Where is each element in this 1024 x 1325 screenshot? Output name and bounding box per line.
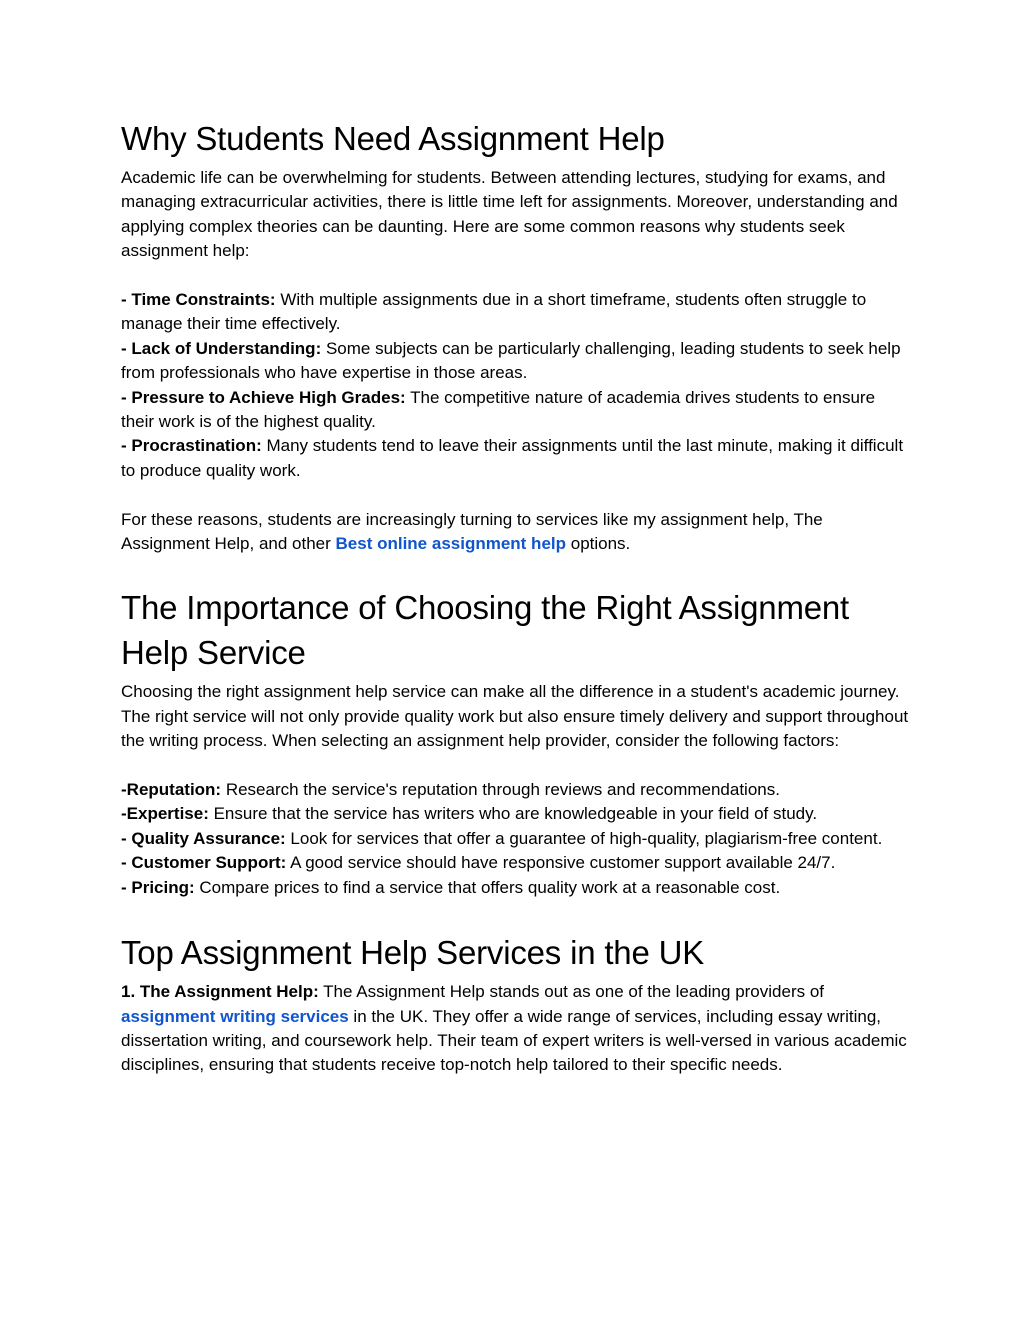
factor-text: Research the service's reputation through reviews and recommendations. [221,780,780,800]
factor-text: Look for services that offer a guarantee of high-quality, plagiarism-free content. [285,828,883,848]
factor-text: Ensure that the service has writers who are knowledgeable in your field of study. [208,804,818,824]
factor-expertise [121,802,911,826]
section1-intro-paragraph: Academic life can be overwhelming for students. Between attending lectures, studying for exams, and managing extracurricular activities, there is little time left for assignments. Moreover, understanding and applying complex theories can be daunting. Here are some common reasons why students seek assignment help: [121,168,898,261]
reason-label: - Time Constraints: [121,290,276,310]
reason-procrastination [121,434,911,483]
factor-pricing [121,876,911,900]
section-heading-why-students: Why Students Need Assignment Help [121,120,665,157]
factor-label: - Pricing: [121,877,195,897]
reason-time-constraints [121,288,911,337]
reason-label: - Lack of Understanding: [121,338,322,358]
reason-text: Many students tend to leave their assignments until the last minute, making it difficult to produce quality work. [121,436,904,480]
best-online-assignment-help-link[interactable]: Best online assignment help [335,534,567,554]
factor-label: - Customer Support: [121,853,287,873]
closing-text-before: For these reasons, students are increasingly turning to services like my assignment help, The Assignment Help, and other [121,509,823,554]
paragraph-spacer [121,754,911,778]
factor-text: Compare prices to find a service that offers quality work at a reasonable cost. [194,877,781,897]
reason-text: Some subjects can be particularly challenging, leading students to seek help from professionals who have expertise in those areas. [121,338,901,383]
service-text-after: in the UK. They offer a wide range of services, including essay writing, dissertation writing, and coursework help. Their team of expert writers is well-versed in various academic disciplines, ensuring that students receive top-notch help tailored to their specific needs. [121,1006,907,1075]
paragraph-spacer [121,264,911,288]
factor-reputation [121,778,911,802]
reason-label: - Pressure to Achieve High Grades: [121,387,406,407]
factor-label: -Expertise: [121,804,209,824]
section-heading-importance: The Importance of Choosing the Right Assignment Help Service [121,589,850,672]
reason-pressure-grades [121,386,911,435]
service-text-before: The Assignment Help stands out as one of the leading providers of [318,982,825,1002]
reason-lack-of-understanding [121,337,911,386]
section1-closing-paragraph [121,508,911,557]
reason-label: - Procrastination: [121,436,262,456]
factor-label: - Quality Assurance: [121,828,286,848]
factor-text: A good service should have responsive customer support available 24/7. [286,853,836,873]
factor-customer-support [121,851,911,875]
section-heading-top-services: Top Assignment Help Services in the UK [121,934,705,972]
service-item-the-assignment-help [121,980,911,1078]
reason-text: The competitive nature of academia drives students to ensure their work is of the highest quality. [121,387,876,432]
closing-text-after: options. [566,534,631,554]
service-label: 1. The Assignment Help: [121,982,319,1002]
document-page [121,116,911,1078]
section2-intro-paragraph: Choosing the right assignment help service can make all the difference in a student's academic journey. The right service will not only provide quality work but also ensure timely delivery and support throughout the writing process. When selecting an assignment help provider, consider the following factors: [121,682,909,751]
factor-quality-assurance [121,827,911,851]
assignment-writing-services-link[interactable]: assignment writing services [121,1006,349,1026]
reason-text: With multiple assignments due in a short timeframe, students often struggle to manage their time effectively. [121,290,867,334]
paragraph-spacer [121,483,911,507]
factor-label: -Reputation: [121,780,222,800]
